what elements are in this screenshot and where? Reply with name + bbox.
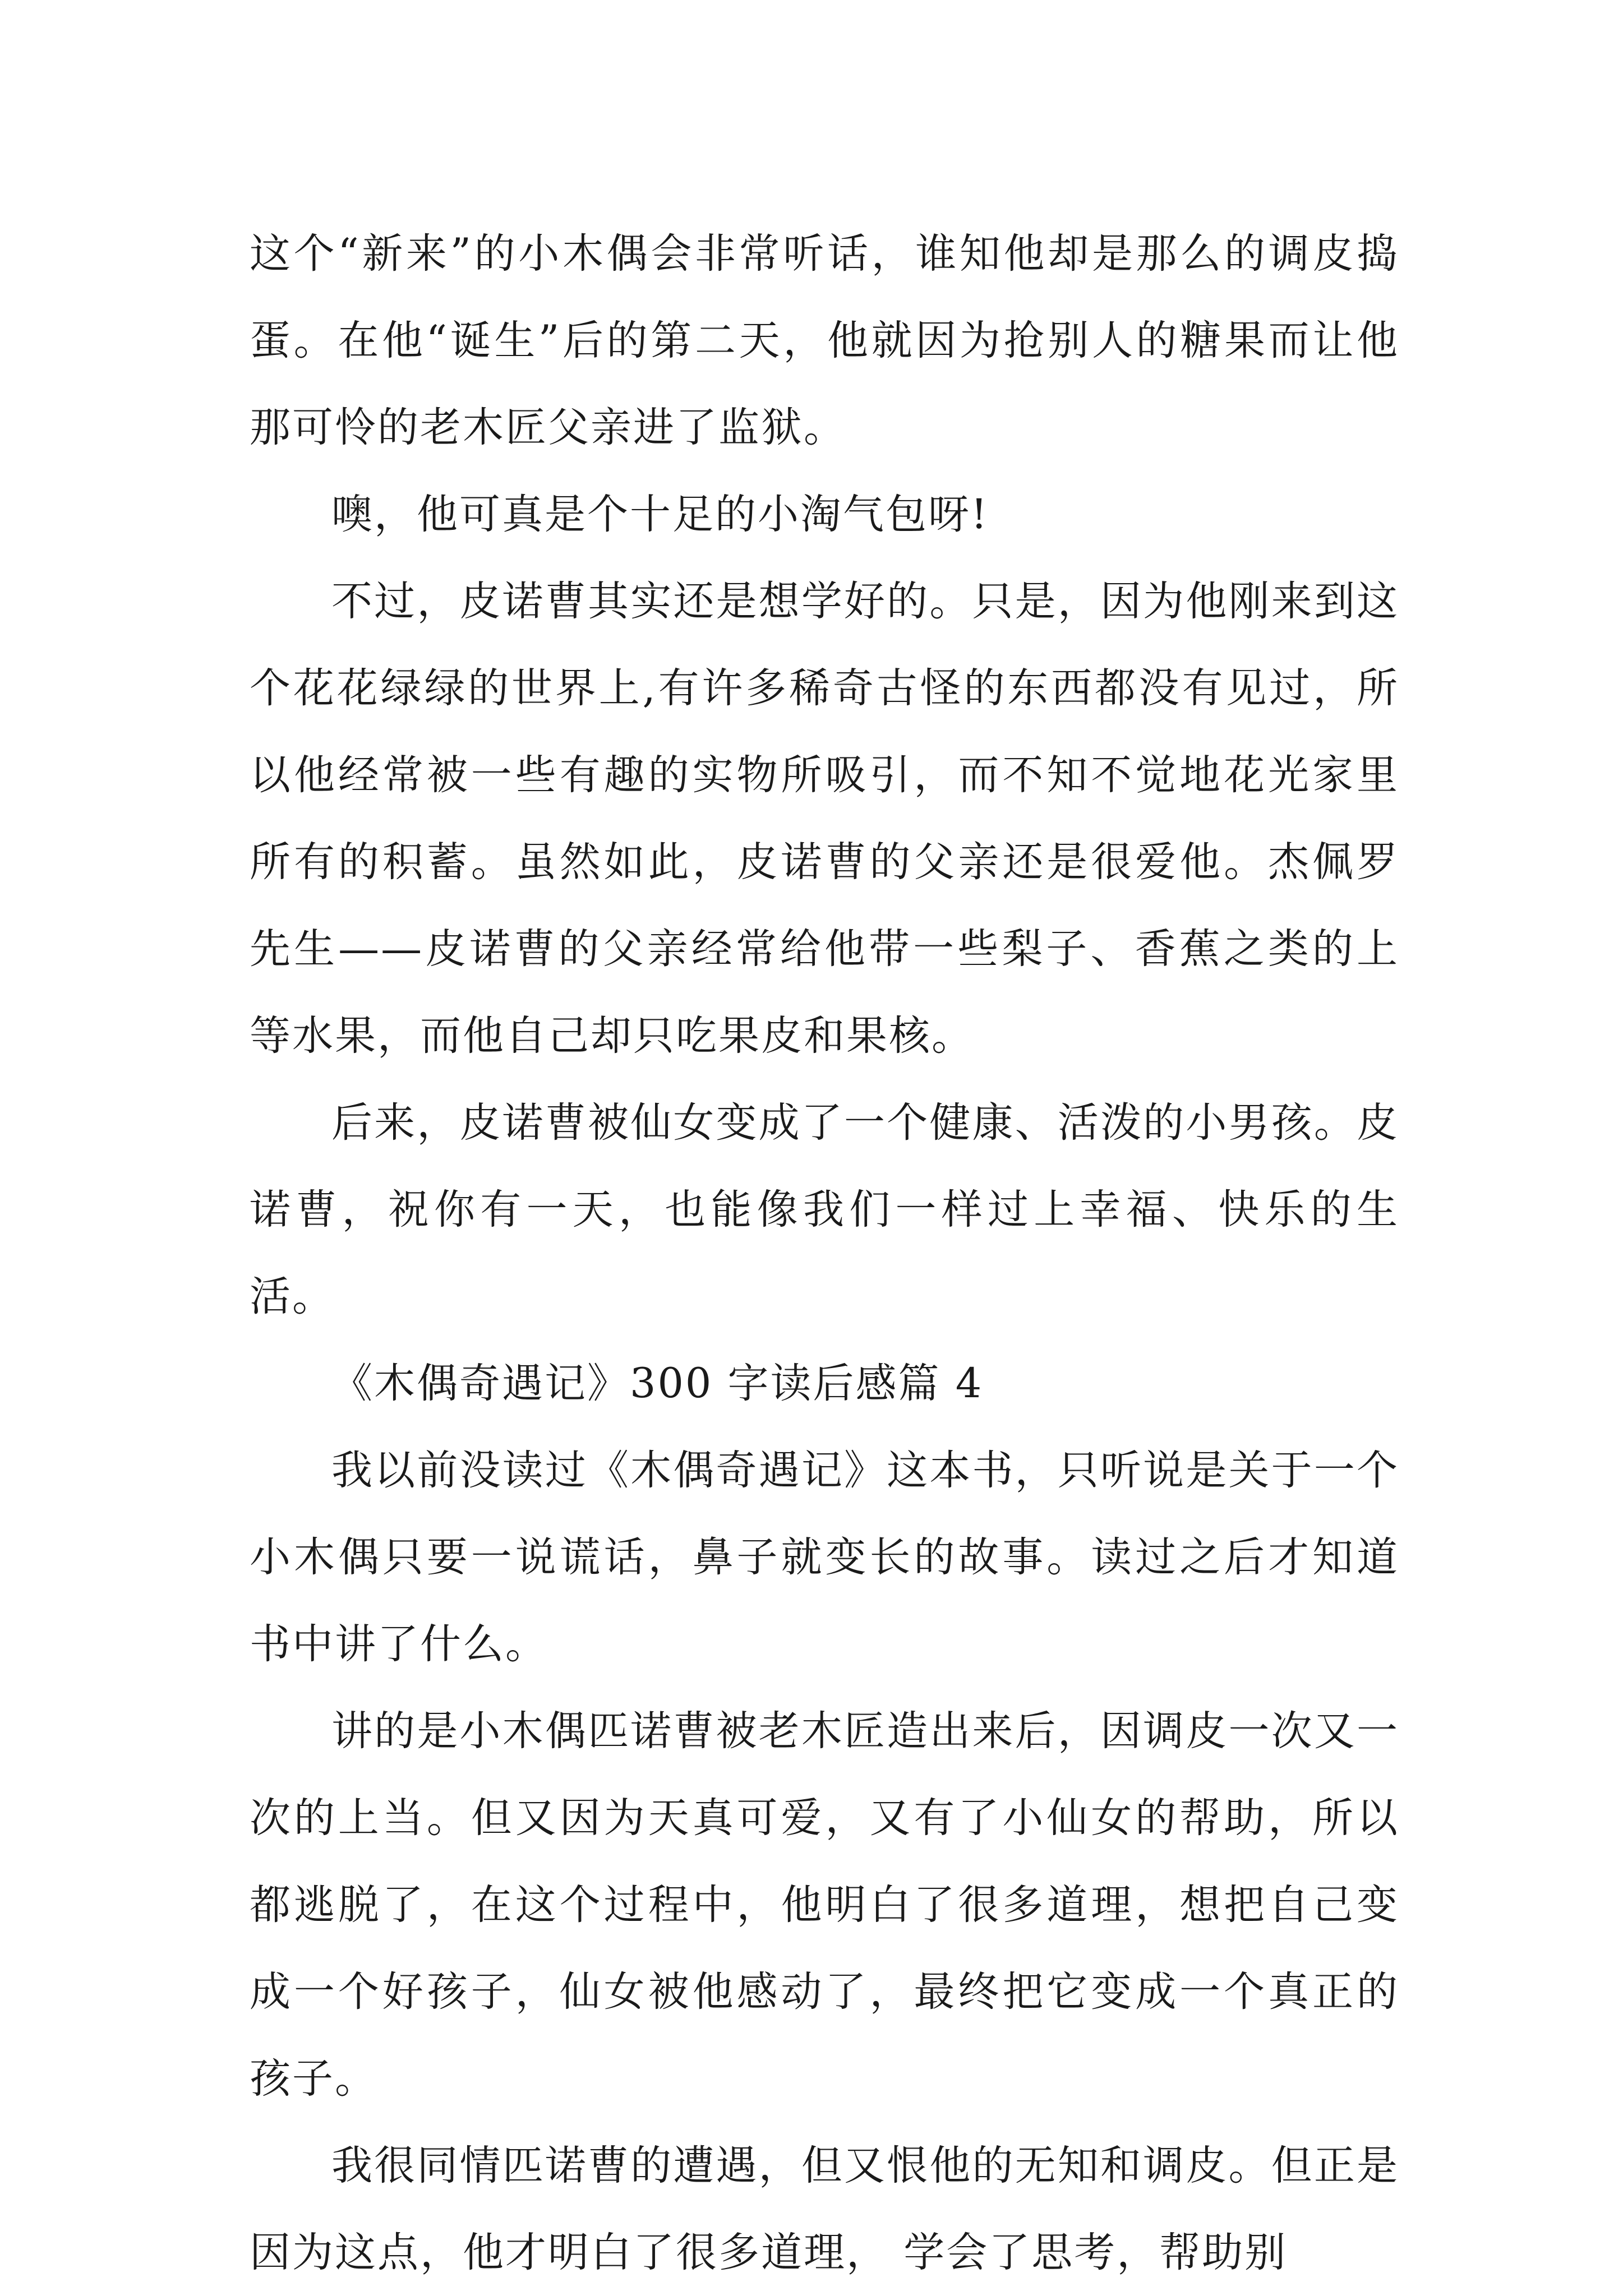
paragraph: 我很同情匹诺曹的遭遇，但又恨他的无知和调皮。但正是因为这点，他才明白了很多道理， 学会了思考，帮助别 [250,2142,1399,2276]
document-body [250,210,1399,2296]
paragraph: 不过，皮诺曹其实还是想学好的。只是，因为他刚来到这个花花绿绿的世界上,有许多稀奇古怪的东西都没有见过，所以他经常被一些有趣的实物所吸引，而不知不觉地花光家里所有的积蓄。虽然如此，皮诺曹的父亲还是很爱他。杰佩罗先生——皮诺曹的父亲经常给他带一些梨子、香蕉之类的上等水果，而他自己却只吃果皮和果核。 [250,578,1399,1060]
paragraph: 讲的是小木偶匹诺曹被老木匠造出来后，因调皮一次又一次的上当。但又因为天真可爱，又有了小仙女的帮助，所以都逃脱了，在这个过程中，他明白了很多道理，想把自己变成一个好孩子，仙女被他感动了，最终把它变成一个真正的孩子。 [250,1707,1399,2103]
paragraph: 后来，皮诺曹被仙女变成了一个健康、活泼的小男孩。皮诺曹，祝你有一天，也能像我们一样过上幸福、快乐的生活。 [250,1099,1399,1320]
paragraph: 我以前没读过《木偶奇遇记》这本书，只听说是关于一个小木偶只要一说谎话，鼻子就变长的故事。读过之后才知道书中讲了什么。 [250,1447,1399,1668]
paragraph-continued: 这个“新来”的小木偶会非常听话，谁知他却是那么的调皮捣蛋。在他“诞生”后的第二天，他就因为抢别人的糖果而让他那可怜的老木匠父亲进了监狱。 [250,230,1399,451]
section-heading: 《木偶奇遇记》300 字读后感篇 4 [331,1360,984,1407]
paragraph: 噢，他可真是个十足的小淘气包呀! [331,491,989,538]
